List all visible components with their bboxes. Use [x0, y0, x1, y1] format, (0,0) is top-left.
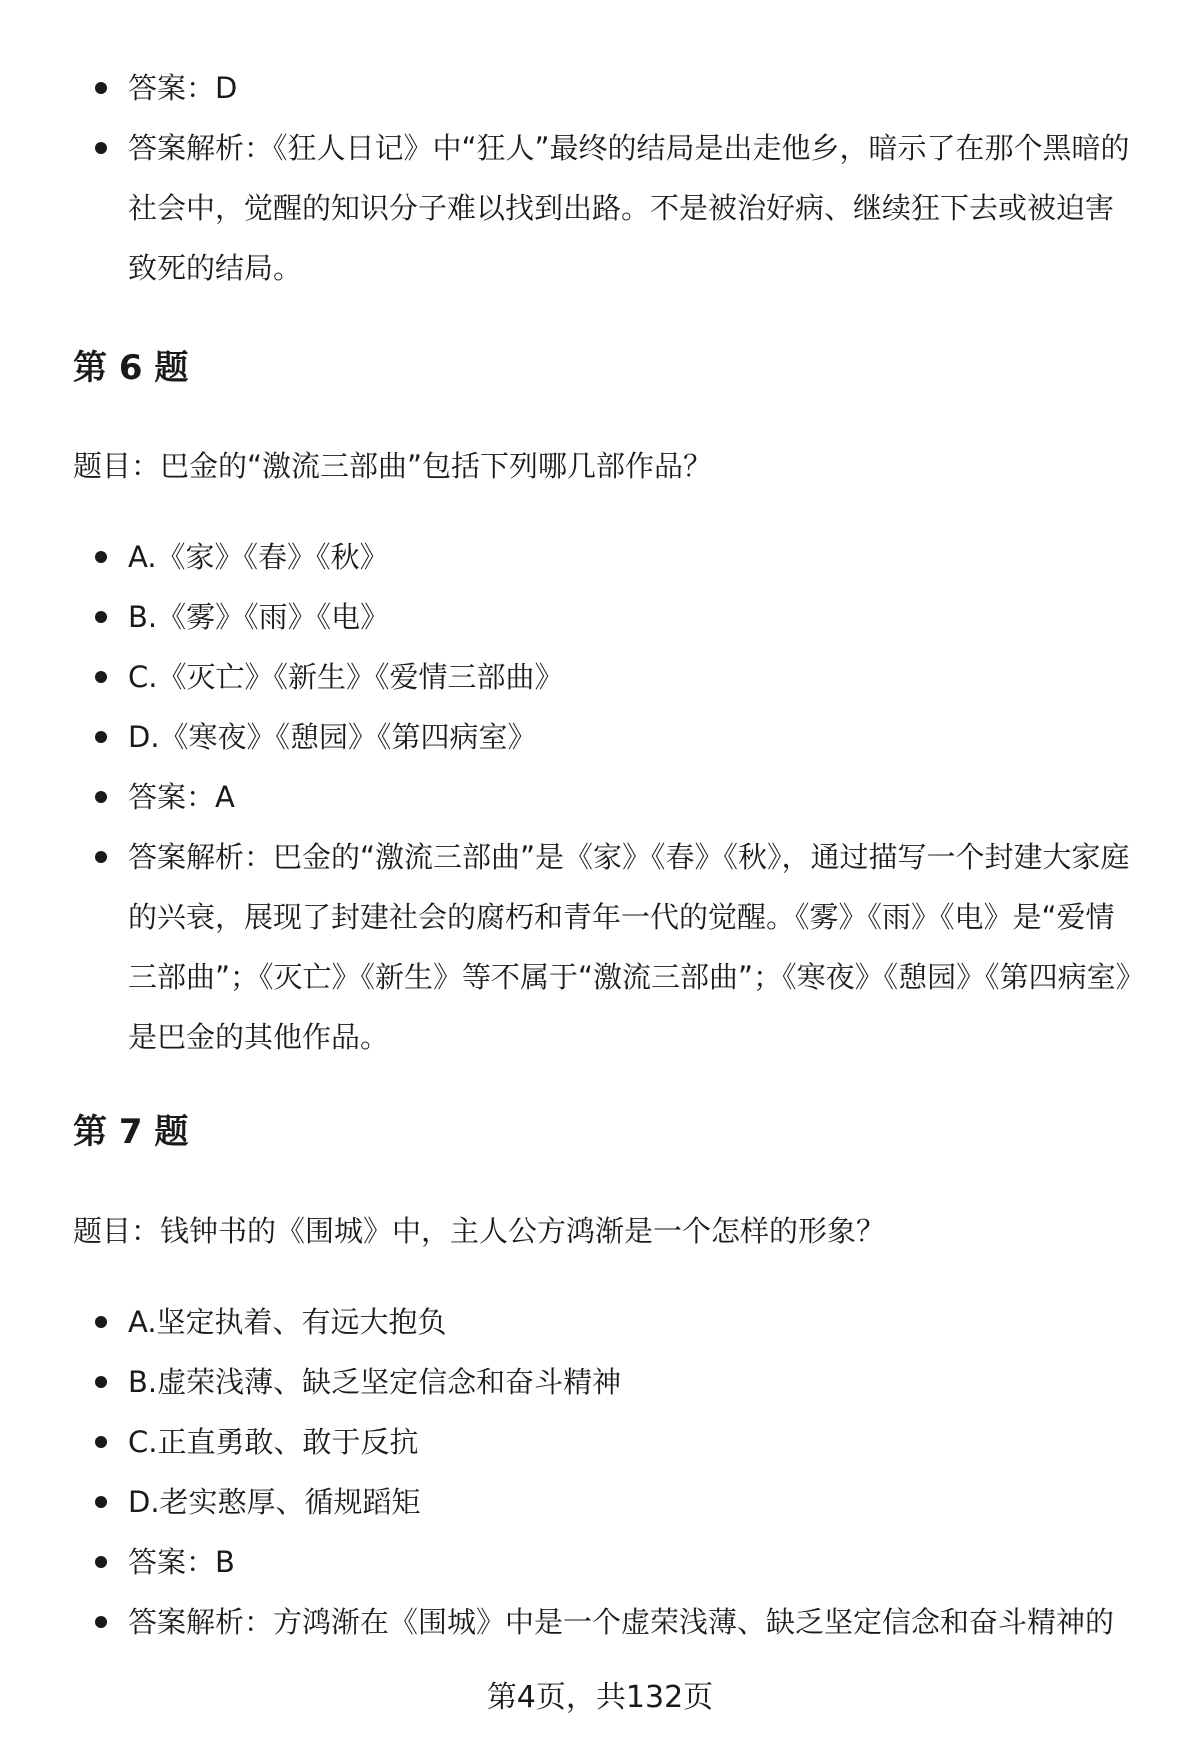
- q6-option-a: [0, 527, 1200, 587]
- q5-explanation-text: 答案解析：《狂人日记》中“狂人”最终的结局是出走他乡，暗示了在那个黑暗的社会中，觉醒的知识分子难以找到出路。不是被治好病、继续狂下去或被迫害致死的结局。: [128, 131, 1130, 285]
- q6-answer: [0, 767, 1200, 827]
- bullet-icon: [95, 1556, 107, 1568]
- q5-explanation: [0, 118, 1200, 298]
- q6-option-b: [0, 587, 1200, 647]
- page-footer: 第4页，共132页: [486, 1680, 714, 1715]
- q6-option-text: C.《灭亡》《新生》《爱情三部曲》: [128, 660, 564, 694]
- q6-option-text: D.《寒夜》《憩园》《第四病室》: [128, 720, 537, 754]
- bullet-icon: [95, 82, 107, 94]
- q7-option-text: B.虚荣浅薄、缺乏坚定信念和奋斗精神: [128, 1365, 622, 1399]
- q5-answer-text: 答案：D: [128, 71, 238, 105]
- q7-answer-text: 答案：B: [128, 1545, 235, 1579]
- q5-list: [0, 58, 1200, 298]
- bullet-icon: [95, 551, 107, 563]
- q7-option-d: [0, 1472, 1200, 1532]
- q7-option-text: A.坚定执着、有远大抱负: [128, 1305, 447, 1339]
- bullet-icon: [95, 1376, 107, 1388]
- q6-explanation: [0, 827, 1200, 1067]
- q7-option-text: C.正直勇敢、敢于反抗: [128, 1425, 419, 1459]
- bullet-icon: [95, 1496, 107, 1508]
- q7-question: 题目：钱钟书的《围城》中，主人公方鸿渐是一个怎样的形象？: [73, 1214, 886, 1248]
- q6-option-text: A.《家》《春》《秋》: [128, 540, 389, 574]
- bullet-icon: [95, 731, 107, 743]
- bullet-icon: [95, 851, 107, 863]
- bullet-icon: [95, 611, 107, 623]
- bullet-icon: [95, 1316, 107, 1328]
- q5-answer: [0, 58, 1200, 118]
- bullet-icon: [95, 1616, 107, 1628]
- q7-option-a: [0, 1292, 1200, 1352]
- q7-explanation: [0, 1592, 1200, 1652]
- q6-explanation-text: 答案解析：巴金的“激流三部曲”是《家》《春》《秋》，通过描写一个封建大家庭的兴衰，展现了封建社会的腐朽和青年一代的觉醒。《雾》《雨》《电》是“爱情三部曲”；《灭亡》《新生》等不属于“激流三部曲”；《寒夜》《憩园》《第四病室》是巴金的其他作品。: [128, 840, 1131, 1054]
- bullet-icon: [95, 1436, 107, 1448]
- bullet-icon: [95, 142, 107, 154]
- q6-option-c: [0, 647, 1200, 707]
- q7-answer: [0, 1532, 1200, 1592]
- q6-option-d: [0, 707, 1200, 767]
- bullet-icon: [95, 671, 107, 683]
- q7-explanation-text: 答案解析：方鸿渐在《围城》中是一个虚荣浅薄、缺乏坚定信念和奋斗精神的: [128, 1605, 1115, 1639]
- q7-option-b: [0, 1352, 1200, 1412]
- q6-list: [0, 527, 1200, 1067]
- q7-option-text: D.老实憨厚、循规蹈矩: [128, 1485, 421, 1519]
- q6-question: 题目：巴金的“激流三部曲”包括下列哪几部作品？: [73, 449, 713, 483]
- q6-option-text: B.《雾》《雨》《电》: [128, 600, 390, 634]
- q7-heading: 第 7 题: [73, 1112, 189, 1152]
- q7-list: [0, 1292, 1200, 1652]
- q6-answer-text: 答案：A: [128, 780, 235, 814]
- bullet-icon: [95, 791, 107, 803]
- q6-heading: 第 6 题: [73, 348, 189, 388]
- q7-option-c: [0, 1412, 1200, 1472]
